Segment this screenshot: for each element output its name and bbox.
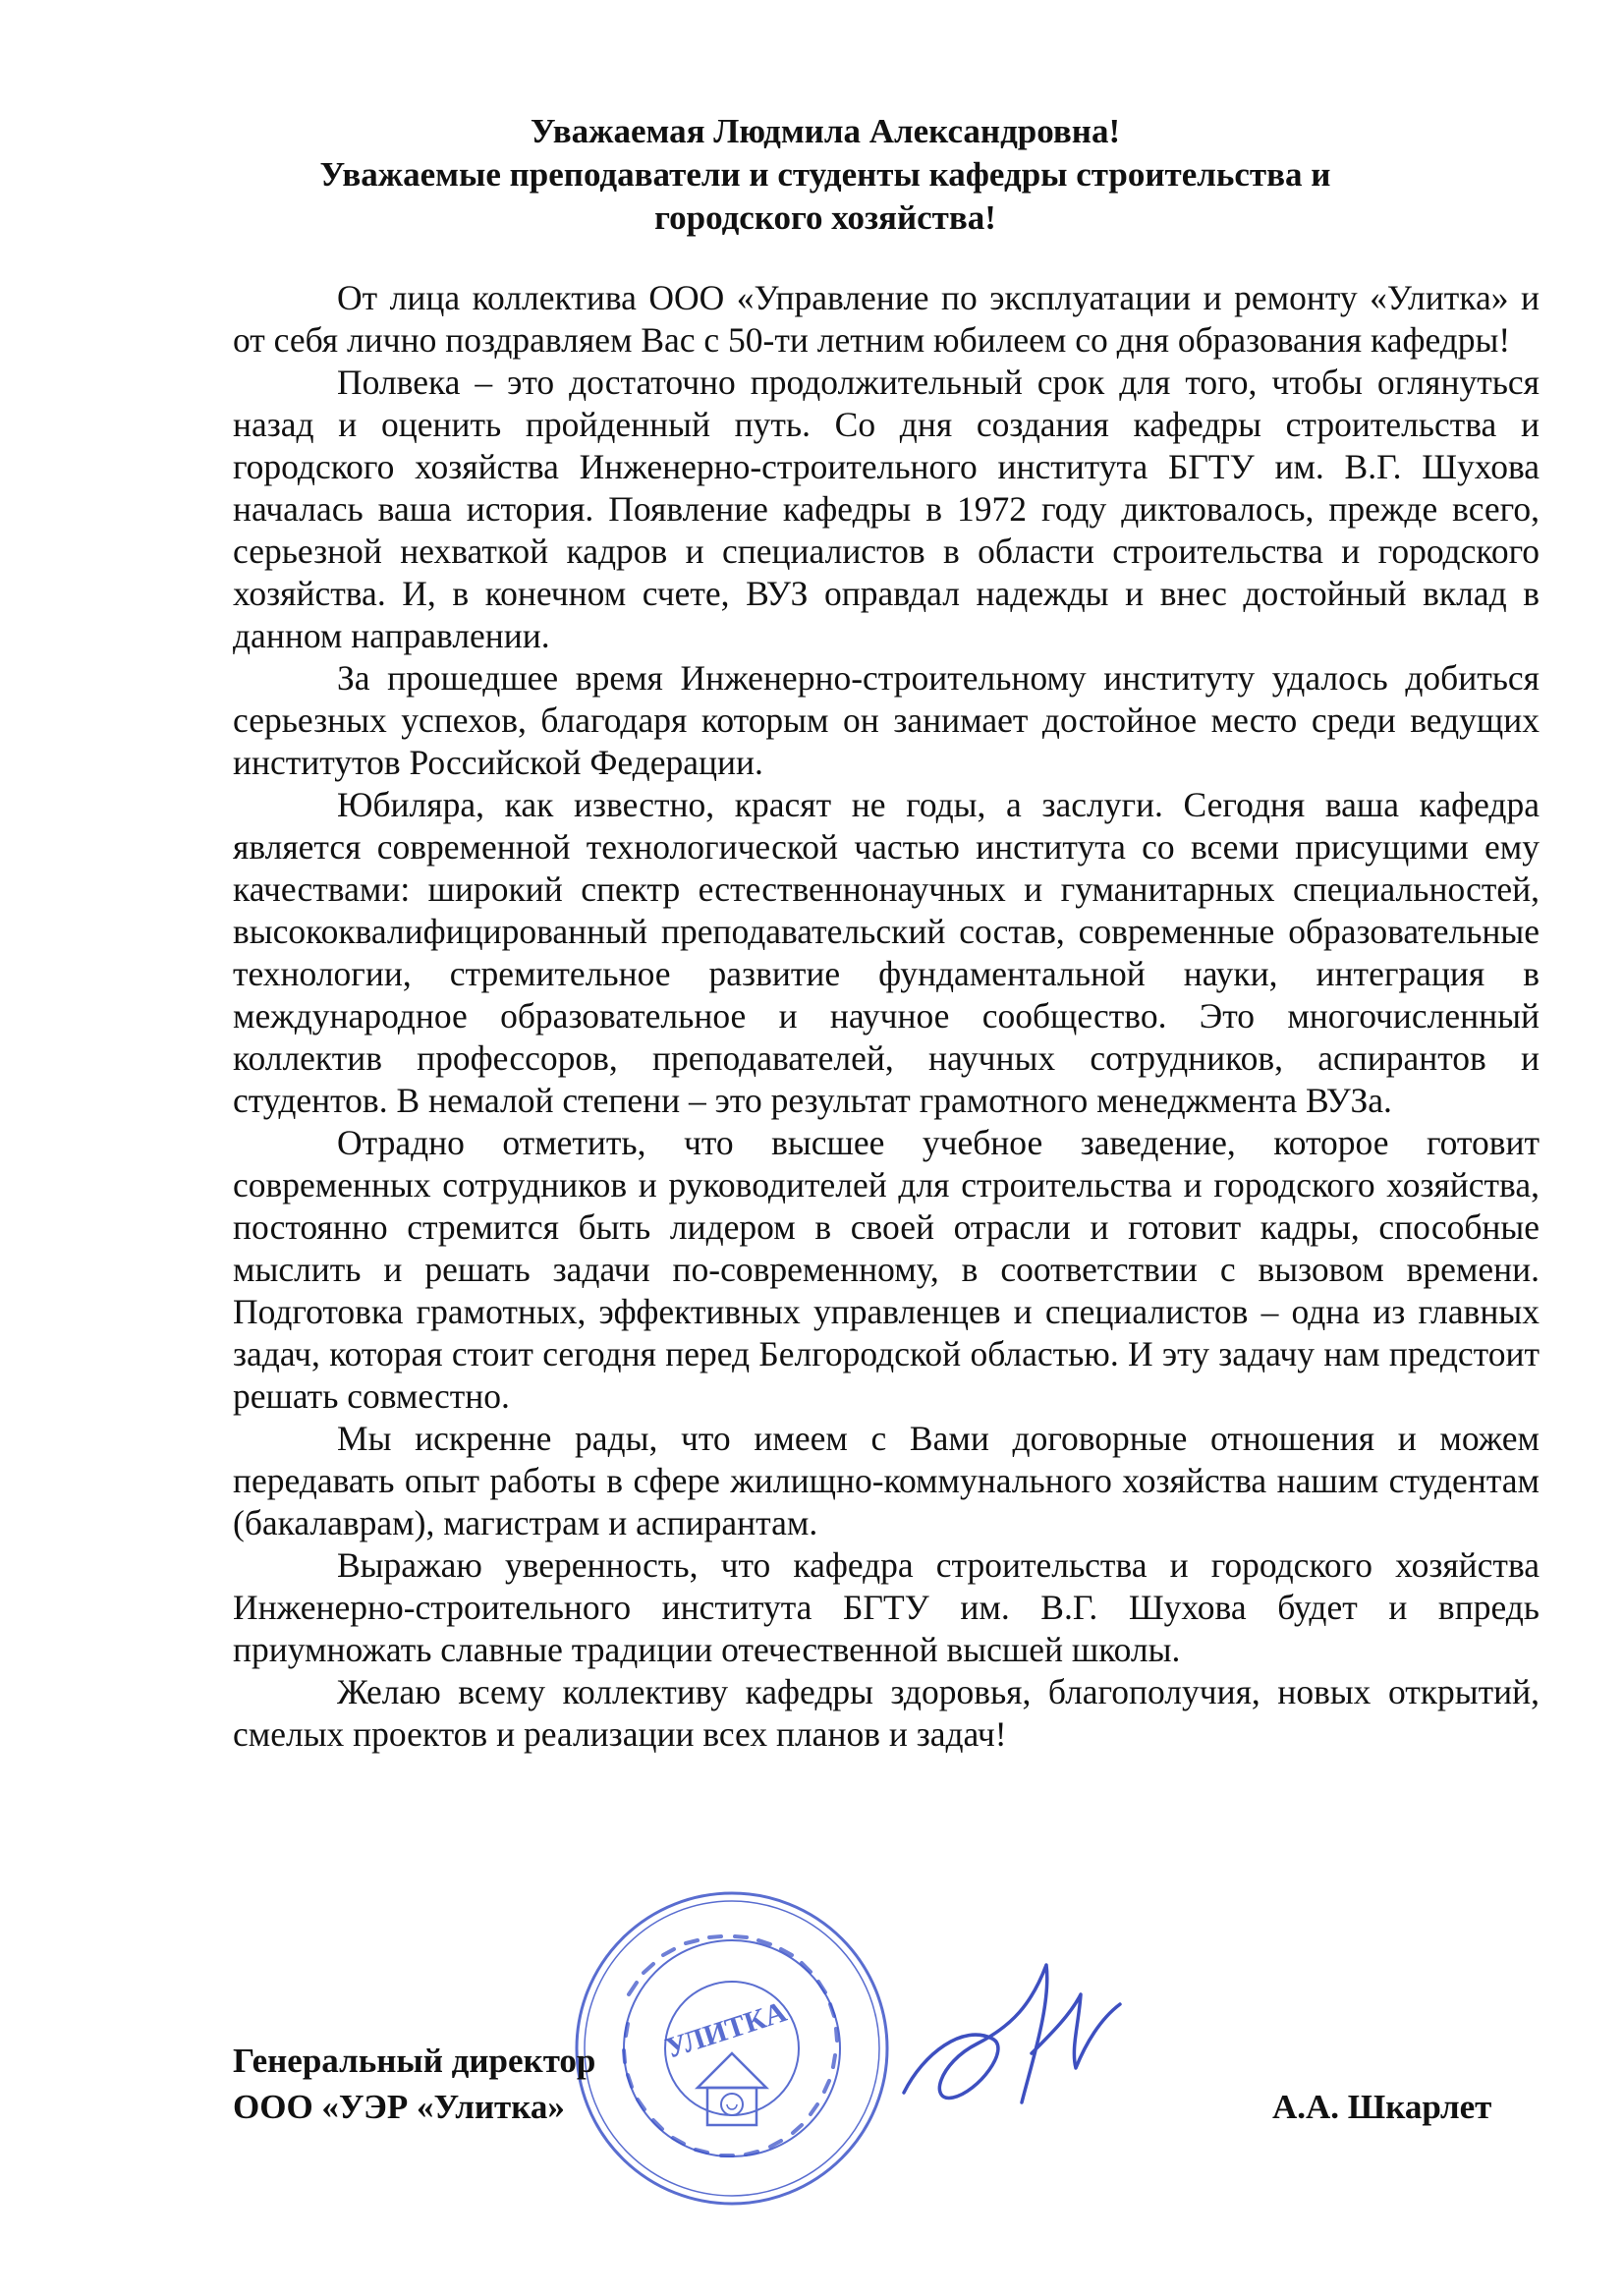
paragraph-6: Мы искренне рады, что имеем с Вами договорные отношения и можем передавать опыт работы в сфере жилищно-коммунального хозяйства нашим студентам (бакалаврам), магистрам и аспирантам. bbox=[233, 1419, 1540, 1542]
paragraph-5: Отрадно отметить, что высшее учебное заведение, которое готовит современных сотрудников и руководителей для строительства и городского хозяйства, постоянно стремится быть лидером в своей отрасли и готовит кадры, способные мыслить и решать задачи по-современному, в соответствии с вызовом времени. Подготовка грамотных, эффективных управленцев и специалистов – одна из главных задач, которая стоит сегодня перед Белгородской областью. И эту задачу нам предстоит решать совместно. bbox=[233, 1123, 1540, 1416]
greeting bbox=[236, 110, 1415, 240]
paragraph-1: От лица коллектива ООО «Управление по эксплуатации и ремонту «Улитка» и от себя лично поздравляем Вас с 50-ти летним юбилеем со дня образования кафедры! bbox=[233, 278, 1540, 360]
letter-body bbox=[233, 277, 1540, 1756]
signatory-title-line-2: ООО «УЭР «Улитка» bbox=[233, 2088, 565, 2126]
paragraph-7: Выражаю уверенность, что кафедра строительства и городского хозяйства Инженерно-строительного института БГТУ им. В.Г. Шухова будет и впредь приумножать славные традиции отечественной высшей школы. bbox=[233, 1545, 1540, 1669]
paragraph-4: Юбиляра, как известно, красят не годы, а заслуги. Сегодня ваша кафедра является современной технологической частью института со всеми присущими ему качествами: широкий спектр естественнонаучных и гуманитарных специальностей, высококвалифицированный преподавательский состав, современные образовательные технологии, стремительное развитие фундаментальной науки, интеграция в международное образовательное и научное сообщество. Это многочисленный коллектив профессоров, преподавателей, научных сотрудников, аспирантов и студентов. В немалой степени – это результат грамотного менеджмента ВУЗа. bbox=[233, 785, 1540, 1120]
signatory-title bbox=[233, 2038, 595, 2130]
greeting-line-3: городского хозяйства! bbox=[654, 198, 996, 237]
svg-text:УЛИТКА: УЛИТКА bbox=[661, 1995, 791, 2065]
signatory-title-line-1: Генеральный директор bbox=[233, 2042, 596, 2080]
paragraph-2: Полвека – это достаточно продолжительный срок для того, чтобы оглянуться назад и оценить пройденный путь. Со дня создания кафедры строительства и городского хозяйства Инженерно-строительного института БГТУ им. В.Г. Шухова началась ваша история. Появление кафедры в 1972 году диктовалось, прежде всего, серьезной нехваткой кадров и специалистов в области строительства и городского хозяйства. И, в конечном счете, ВУЗ оправдал надежды и внес достойный вклад в данном направлении. bbox=[233, 363, 1540, 655]
greeting-line-2: Уважаемые преподаватели и студенты кафедры строительства и bbox=[319, 155, 1331, 194]
company-seal-icon bbox=[570, 1886, 894, 2211]
signatory-name: А.А. Шкарлет bbox=[1272, 2088, 1492, 2126]
paragraph-3: За прошедшее время Инженерно-строительному институту удалось добиться серьезных успехов, благодаря которым он занимает достойное место среди ведущих институтов Российской Федерации. bbox=[233, 658, 1540, 782]
greeting-line-1: Уважаемая Людмила Александровна! bbox=[530, 112, 1121, 150]
handwritten-signature-icon bbox=[884, 1945, 1130, 2132]
paragraph-8: Желаю всему коллективу кафедры здоровья, благополучия, новых открытий, смелых проектов и реализации всех планов и задач! bbox=[233, 1672, 1540, 1754]
